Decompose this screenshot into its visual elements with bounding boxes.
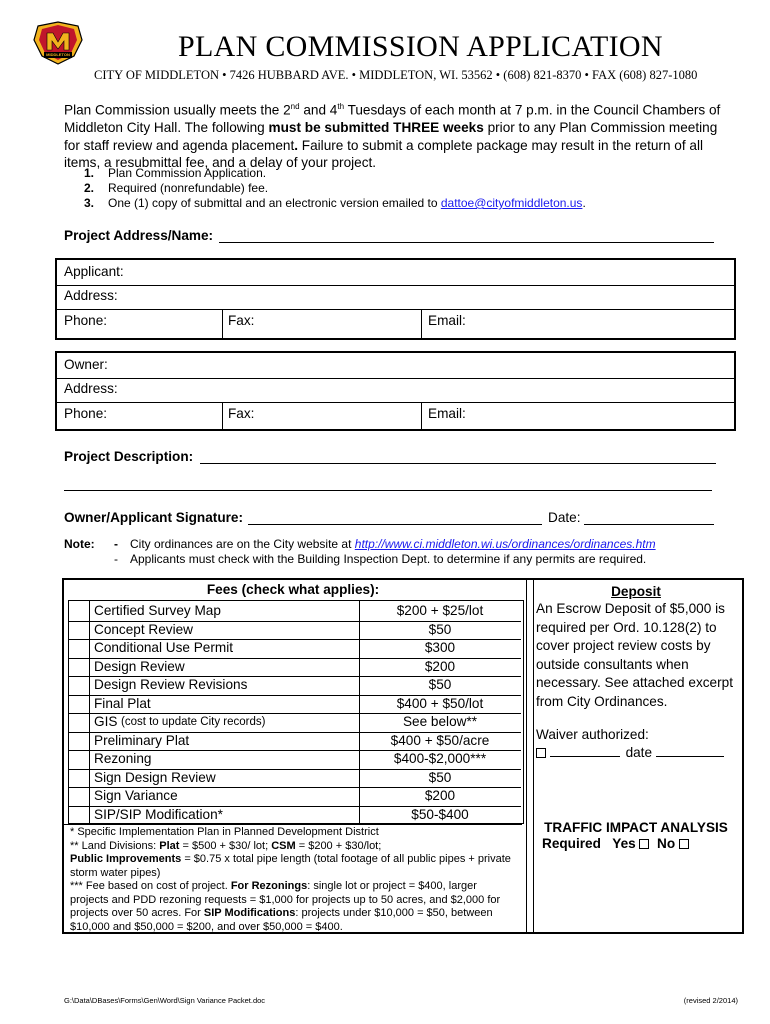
fee-row[interactable] [69,769,521,789]
fee-checkbox[interactable] [69,732,88,751]
list-item: 3. One (1) copy of submittal and an electronic version emailed to dattoe@cityofmiddleton.us. [84,196,586,210]
fee-name-note: (cost to update City records) [121,716,266,728]
fee-name: GIS [94,714,118,729]
signature-field[interactable] [248,524,542,525]
fee-name: Sign Design Review [94,769,216,785]
traffic-impact-choice: Required Yes No [542,836,736,851]
fees-table [64,580,522,824]
page-title: PLAN COMMISSION APPLICATION [178,30,663,63]
fee-amount: $300 [424,640,456,655]
fee-row[interactable] [69,658,521,678]
fee-amount: $50 [428,677,452,692]
fee-row[interactable] [69,787,521,807]
traffic-yes-checkbox[interactable] [639,839,649,849]
fee-amount: See below** [402,714,478,729]
applicant-phone-field[interactable]: Phone: [64,313,108,328]
fee-name: Concept Review [94,621,193,637]
signature-label: Owner/Applicant Signature: [64,510,244,525]
owner-email-field[interactable]: Email: [428,406,466,421]
applicant-address-row[interactable]: Address: [57,285,734,310]
email-link[interactable]: dattoe@cityofmiddleton.us [440,196,583,210]
fee-checkbox[interactable] [69,806,88,825]
owner-address-row[interactable]: Address: [57,378,734,403]
note-section: Note: - City ordinances are on the City website at http://www.ci.middleton.wi.us/ordinances/ordinances.htm - Applicants must check with the Building Inspection Dept. to determine if any permits are required. [64,537,656,566]
city-logo [30,20,86,68]
fee-row[interactable] [69,621,521,641]
list-item: 2. Required (nonrefundable) fee. [84,181,269,195]
fee-row[interactable] [69,732,521,752]
fee-name: Certified Survey Map [94,603,221,618]
fee-checkbox[interactable] [69,676,88,695]
fee-row[interactable] [69,639,521,659]
contact-line: CITY OF MIDDLETON • 7426 HUBBARD AVE. • MIDDLETON, WI. 53562 • (608) 821-8370 • FAX (608) 827-1080 [94,68,698,82]
intro-paragraph: Plan Commission usually meets the 2nd and 4th Tuesdays of each month at 7 p.m. in the Council Chambers of Middleton City Hall. The following must be submitted THREE weeks prior to any Plan Commission meeting for staff review and agenda placement. Failure to submit a complete package may result in the return of all items, a resubmittal fee, and a delay of your project. [64,102,721,171]
logo-text: MIDDLETON [46,52,70,57]
fee-amount: $200 [424,658,456,674]
fees-header: Fees (check what applies): [206,582,380,597]
fee-checkbox[interactable] [69,639,88,658]
fee-row[interactable] [69,750,521,770]
fee-name: Final Plat [94,695,151,711]
applicant-fax-field[interactable]: Fax: [228,313,255,328]
fee-name: Design Review [94,658,185,674]
fee-row[interactable] [69,676,521,696]
fee-row[interactable] [69,602,521,622]
waiver-date-field[interactable] [656,744,724,757]
fee-checkbox[interactable] [69,713,88,732]
fee-checkbox[interactable] [69,787,88,806]
fee-amount: $50 [428,769,452,785]
fee-name: Rezoning [94,751,152,766]
footer-filepath: G:\Data\DBases\Forms\Gen\Word\Sign Variance Packet.doc [64,996,266,1005]
fee-amount: $400 + $50/acre [390,732,490,748]
date-field[interactable] [584,524,714,525]
fee-name: Conditional Use Permit [94,640,234,655]
fee-row[interactable] [69,713,521,733]
project-description-field[interactable] [200,463,716,464]
owner-phone-field[interactable]: Phone: [64,406,108,421]
footer-revision: (revised 2/2014) [683,996,738,1005]
waiver-signature-field[interactable] [550,744,620,757]
ordinances-link[interactable]: http://www.ci.middleton.wi.us/ordinances/ordinances.htm [354,537,656,551]
applicant-email-field[interactable]: Email: [428,313,466,328]
fees-box [62,578,744,934]
applicant-row[interactable]: Applicant: [57,260,734,286]
fee-checkbox[interactable] [69,621,88,640]
fee-amount: $50-$400 [411,806,469,822]
project-address-field[interactable] [219,242,714,243]
fee-amount: $50 [428,621,452,637]
waiver-checkbox[interactable] [536,748,546,758]
fee-name: Design Review Revisions [94,677,248,692]
fee-checkbox[interactable] [69,750,88,769]
deposit-text: An Escrow Deposit of $5,000 is required per Ord. 10.128(2) to cover project review costs by outside consultants when necessary. See attached excerpt from City Ordinances. [536,601,733,709]
fee-checkbox[interactable] [69,769,88,788]
fee-checkbox[interactable] [69,658,88,677]
owner-row[interactable]: Owner: [57,353,734,379]
deposit-section [536,584,736,851]
fee-amount: $400-$2,000*** [393,751,487,766]
project-description-field-2[interactable] [64,490,712,491]
fee-row[interactable] [69,806,521,825]
traffic-impact-label: TRAFFIC IMPACT ANALYSIS [544,820,728,835]
waiver-row: date [536,744,736,760]
owner-box [55,351,736,431]
project-address-label: Project Address/Name: [64,228,214,243]
fee-checkbox[interactable] [69,695,88,714]
waiver-label: Waiver authorized: [536,727,649,742]
applicant-box [55,258,736,340]
fee-amount: $400 + $50/lot [396,695,484,711]
fee-amount: $200 + $25/lot [396,603,484,618]
list-item: 1. Plan Commission Application. [84,166,267,180]
fee-name: SIP/SIP Modification* [94,806,223,822]
deposit-header: Deposit [611,584,661,599]
owner-fax-field[interactable]: Fax: [228,406,255,421]
deadline-emphasis: must be submitted THREE weeks [268,120,484,136]
project-description-label: Project Description: [64,449,194,464]
fee-row[interactable] [69,695,521,715]
traffic-no-checkbox[interactable] [679,839,689,849]
fee-amount: $200 [424,788,456,803]
fees-footnotes: * Specific Implementation Plan in Planned Development District ** Land Divisions: Plat = $500 + $30/ lot; CSM = $200 + $30/lot; Public Improvements = $0.75 x total pipe length (total footage of all public pipes + private storm water pipes) *** Fee based on cost of project. For Rezonings: single lot or project = $400, larger projects and PDD rezoning requests = $1,000 for projects up to 50 acres, and $2,000 for projects over 50 acres. For SIP Modifications: projects under $10,000 = $50, between $10,000 and $50,000 = $200, and over $50,000 = $400. [70,826,511,933]
fee-name: Sign Variance [94,788,178,803]
fee-name: Preliminary Plat [94,732,190,748]
fee-checkbox[interactable] [69,602,88,621]
requirements-list [84,166,586,211]
date-label: Date: [548,510,581,525]
